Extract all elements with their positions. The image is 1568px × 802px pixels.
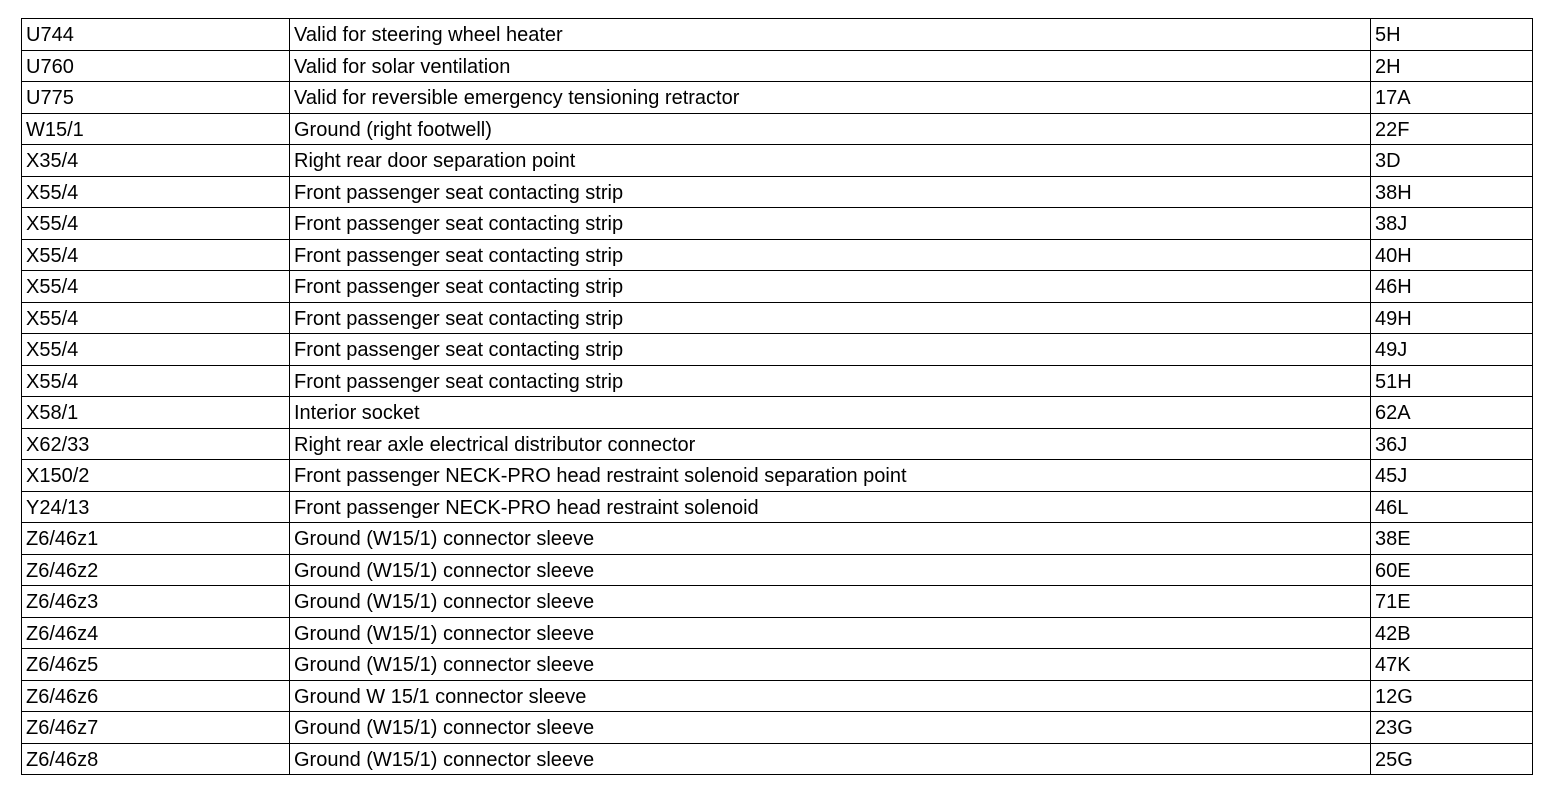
table-row — [22, 743, 1533, 775]
table-row — [22, 239, 1533, 271]
grid-coordinate-cell: 36J — [1371, 428, 1533, 460]
component-code-cell: U760 — [22, 50, 290, 82]
table-row — [22, 428, 1533, 460]
grid-coordinate-cell: 25G — [1371, 743, 1533, 775]
table-row — [22, 554, 1533, 586]
component-description-cell: Ground (W15/1) connector sleeve — [290, 617, 1371, 649]
table-row — [22, 50, 1533, 82]
component-description-cell: Interior socket — [290, 397, 1371, 429]
grid-coordinate-cell: 46H — [1371, 271, 1533, 303]
table-row — [22, 680, 1533, 712]
component-description-cell: Ground (W15/1) connector sleeve — [290, 523, 1371, 555]
component-description-cell: Front passenger NECK-PRO head restraint solenoid separation point — [290, 460, 1371, 492]
component-description-cell: Ground (W15/1) connector sleeve — [290, 586, 1371, 618]
component-description-cell: Front passenger NECK-PRO head restraint solenoid — [290, 491, 1371, 523]
component-code-cell: X62/33 — [22, 428, 290, 460]
component-description-cell: Ground (W15/1) connector sleeve — [290, 743, 1371, 775]
grid-coordinate-cell: 22F — [1371, 113, 1533, 145]
table-row — [22, 491, 1533, 523]
grid-coordinate-cell: 51H — [1371, 365, 1533, 397]
component-code-cell: U744 — [22, 19, 290, 51]
component-code-cell: Z6/46z4 — [22, 617, 290, 649]
grid-coordinate-cell: 12G — [1371, 680, 1533, 712]
table-row — [22, 617, 1533, 649]
grid-coordinate-cell: 38J — [1371, 208, 1533, 240]
grid-coordinate-cell: 62A — [1371, 397, 1533, 429]
component-code-cell: X35/4 — [22, 145, 290, 177]
table-row — [22, 523, 1533, 555]
component-code-cell: X55/4 — [22, 176, 290, 208]
component-description-cell: Front passenger seat contacting strip — [290, 334, 1371, 366]
component-description-cell: Ground W 15/1 connector sleeve — [290, 680, 1371, 712]
component-description-cell: Front passenger seat contacting strip — [290, 365, 1371, 397]
grid-coordinate-cell: 3D — [1371, 145, 1533, 177]
grid-coordinate-cell: 40H — [1371, 239, 1533, 271]
grid-coordinate-cell: 38E — [1371, 523, 1533, 555]
grid-coordinate-cell: 5H — [1371, 19, 1533, 51]
component-description-cell: Valid for reversible emergency tensioning retractor — [290, 82, 1371, 114]
grid-coordinate-cell: 23G — [1371, 712, 1533, 744]
component-description-cell: Valid for steering wheel heater — [290, 19, 1371, 51]
component-description-cell: Front passenger seat contacting strip — [290, 239, 1371, 271]
component-description-cell: Right rear door separation point — [290, 145, 1371, 177]
component-code-cell: Z6/46z5 — [22, 649, 290, 681]
legend-table-body — [22, 19, 1533, 775]
table-row — [22, 19, 1533, 51]
table-row — [22, 113, 1533, 145]
component-code-cell: X55/4 — [22, 365, 290, 397]
table-row — [22, 208, 1533, 240]
component-code-cell: Z6/46z3 — [22, 586, 290, 618]
component-code-cell: U775 — [22, 82, 290, 114]
grid-coordinate-cell: 49J — [1371, 334, 1533, 366]
table-row — [22, 271, 1533, 303]
table-row — [22, 334, 1533, 366]
table-row — [22, 302, 1533, 334]
table-row — [22, 460, 1533, 492]
component-code-cell: X55/4 — [22, 302, 290, 334]
grid-coordinate-cell: 42B — [1371, 617, 1533, 649]
component-code-cell: Z6/46z6 — [22, 680, 290, 712]
component-code-cell: X55/4 — [22, 208, 290, 240]
table-row — [22, 586, 1533, 618]
component-description-cell: Ground (W15/1) connector sleeve — [290, 554, 1371, 586]
grid-coordinate-cell: 45J — [1371, 460, 1533, 492]
table-row — [22, 397, 1533, 429]
component-code-cell: X55/4 — [22, 239, 290, 271]
component-description-cell: Ground (W15/1) connector sleeve — [290, 649, 1371, 681]
component-description-cell: Front passenger seat contacting strip — [290, 208, 1371, 240]
component-code-cell: X55/4 — [22, 271, 290, 303]
grid-coordinate-cell: 2H — [1371, 50, 1533, 82]
grid-coordinate-cell: 60E — [1371, 554, 1533, 586]
component-description-cell: Front passenger seat contacting strip — [290, 176, 1371, 208]
component-description-cell: Ground (W15/1) connector sleeve — [290, 712, 1371, 744]
component-code-cell: Z6/46z1 — [22, 523, 290, 555]
component-code-cell: Z6/46z2 — [22, 554, 290, 586]
table-row — [22, 712, 1533, 744]
grid-coordinate-cell: 71E — [1371, 586, 1533, 618]
component-description-cell: Ground (right footwell) — [290, 113, 1371, 145]
component-code-cell: Y24/13 — [22, 491, 290, 523]
component-code-cell: W15/1 — [22, 113, 290, 145]
component-code-cell: X55/4 — [22, 334, 290, 366]
grid-coordinate-cell: 47K — [1371, 649, 1533, 681]
table-row — [22, 365, 1533, 397]
table-row — [22, 176, 1533, 208]
component-code-cell: Z6/46z7 — [22, 712, 290, 744]
grid-coordinate-cell: 17A — [1371, 82, 1533, 114]
component-code-cell: Z6/46z8 — [22, 743, 290, 775]
component-description-cell: Front passenger seat contacting strip — [290, 302, 1371, 334]
grid-coordinate-cell: 38H — [1371, 176, 1533, 208]
table-row — [22, 145, 1533, 177]
table-row — [22, 649, 1533, 681]
component-legend-table — [21, 18, 1533, 775]
grid-coordinate-cell: 49H — [1371, 302, 1533, 334]
grid-coordinate-cell: 46L — [1371, 491, 1533, 523]
component-description-cell: Valid for solar ventilation — [290, 50, 1371, 82]
component-code-cell: X150/2 — [22, 460, 290, 492]
component-code-cell: X58/1 — [22, 397, 290, 429]
component-description-cell: Right rear axle electrical distributor connector — [290, 428, 1371, 460]
component-description-cell: Front passenger seat contacting strip — [290, 271, 1371, 303]
table-row — [22, 82, 1533, 114]
